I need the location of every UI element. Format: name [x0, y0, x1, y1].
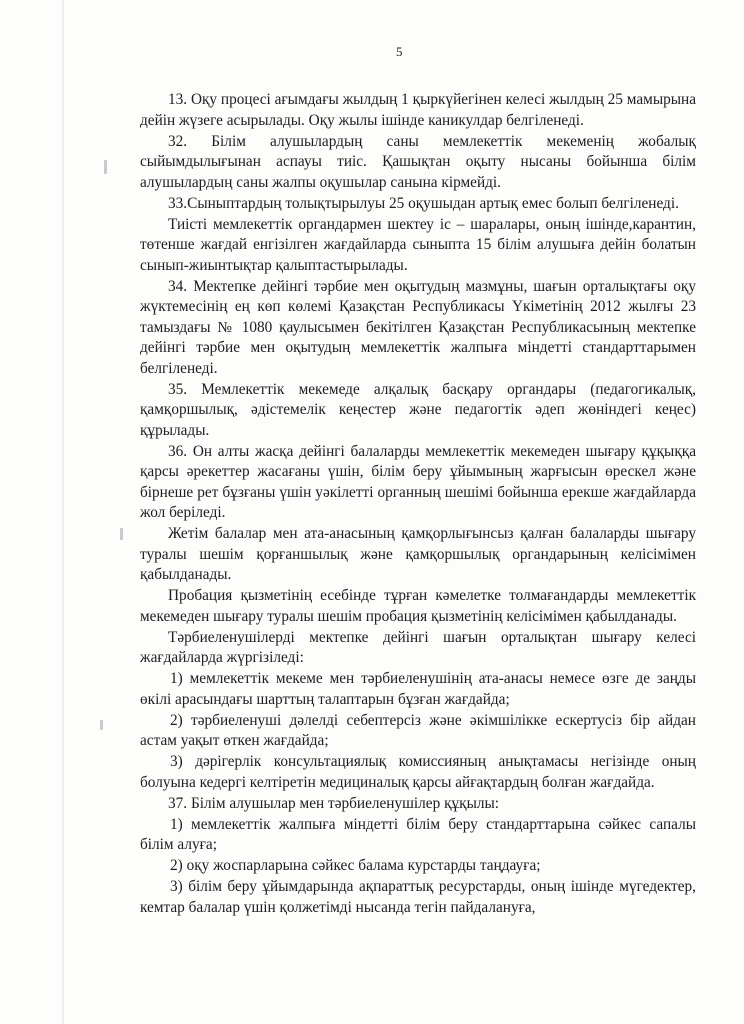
paragraph-33: 33.Сыныптардың толықтырылуы 25 оқушыдан артық емес болып белгіленеді. — [168, 194, 679, 212]
hole-punch-mark — [100, 720, 103, 730]
hole-punch-mark — [104, 160, 107, 174]
paragraph-13: 13. Оқу процесі ағымдағы жылдың 1 қыркүйегінен келесі жылдың 25 мамырына дейін жүзеге асырылады. Оқу жылы ішінде каникулдар белгіленеді. — [140, 91, 696, 129]
rights-item-2: 2) оқу жоспарларына сәйкес балама курстарды таңдауға; — [170, 857, 541, 874]
paragraph-36: 36. Он алты жасқа дейінгі балаларды мемлекеттік мекемеден шығару құқыққа қарсы әрекеттер жасағаны үшін, білім беру ұйымының жарғысын өрескел және бірнеше рет бұзғаны үшін уәкілетті органның шешімі бойынша ерекше жағдайларда жол беріледі. — [140, 442, 696, 521]
hole-punch-mark — [120, 528, 123, 540]
list-item-2: 2) тәрбиеленуші дәлелді себептерсіз және әкімшілікке ескертусіз бір айдан астам уақыт өткен жағдайда; — [140, 711, 696, 749]
list-item-1: 1) мемлекеттік мекеме мен тәрбиеленушінің ата-анасы немесе өзге де заңды өкілі арасындағы шарттың талаптарын бұзған жағдайда; — [140, 670, 696, 708]
paragraph-32: 32. Білім алушылардың саны мемлекеттік мекеменің жобалық сыйымдылығынан аспауы тиіс. Қашықтан оқыту нысаны бойынша білім алушылардың саны жалпы оқушылар санына кірмейді. — [140, 132, 696, 191]
paragraph-35: 35. Мемлекеттік мекемеде алқалық басқару органдары (педагогикалық, қамқоршылық, әдістемелік кеңестер және педагогтік әдеп жөніндегі кеңес) құрылады. — [140, 380, 696, 439]
paragraph-34: 34. Мектепке дейінгі тәрбие мен оқытудың мазмұны, шағын орталықтағы оқу жүктемесінің ең көп көлемі Қазақстан Республикасы Үкіметінің 2012 жылғы 23 тамыздағы № 1080 қаулысымен бекітілген Қазақстан Республикасының мектепке дейінгі тәрбие мен оқытудың мемлекеттік жалпыға міндетті стандарттарымен белгіленеді. — [140, 277, 696, 377]
rights-item-1: 1) мемлекеттік жалпыға міндетті білім беру стандарттарына сәйкес сапалы білім алуға; — [140, 815, 696, 853]
paragraph-37: 37. Білім алушылар мен тәрбиеленушілер құқылы: — [168, 794, 500, 812]
paragraph-36-probation: Пробация қызметінің есебінде тұрған кәмелетке толмағандарды мемлекеттік мекемеден шығару туралы шешім пробация қызметінің келісімімен қабылданады. — [140, 587, 696, 625]
binding-fold — [62, 0, 64, 1024]
paragraph-36-orphans: Жетім балалар мен ата-анасының қамқорлығынсыз қалған балаларды шығару туралы шешім қорғаншылық және қамқоршылық органдарының келісімімен қабылданады. — [140, 525, 696, 583]
page-number: 5 — [396, 44, 403, 59]
rights-item-3: 3) білім беру ұйымдарында ақпараттық ресурстарды, оның ішінде мүгедектер, кемтар балалар үшін қолжетімді нысанда тегін пайдалануға, — [140, 878, 696, 916]
paragraph-36-expulsion: Тәрбиеленушілерді мектепке дейінгі шағын орталықтан шығару келесі жағдайларда жүргізіледі: — [140, 628, 696, 666]
document-body — [140, 90, 696, 919]
list-item-3: 3) дәрігерлік консультациялық комиссияның анықтамасы негізінде оның болуына кедергі келтіретін медициналық қарсы айғақтардың болған жағдайда. — [140, 753, 696, 791]
paragraph-33-quarantine: Тиісті мемлекеттік органдармен шектеу іс – шаралары, оның ішінде,карантин, төтенше жағдай енгізілген жағдайларда сыныпта 15 білім алушыға дейін болатын сынып-жиынтықтар қалыптастырылады. — [140, 215, 696, 274]
